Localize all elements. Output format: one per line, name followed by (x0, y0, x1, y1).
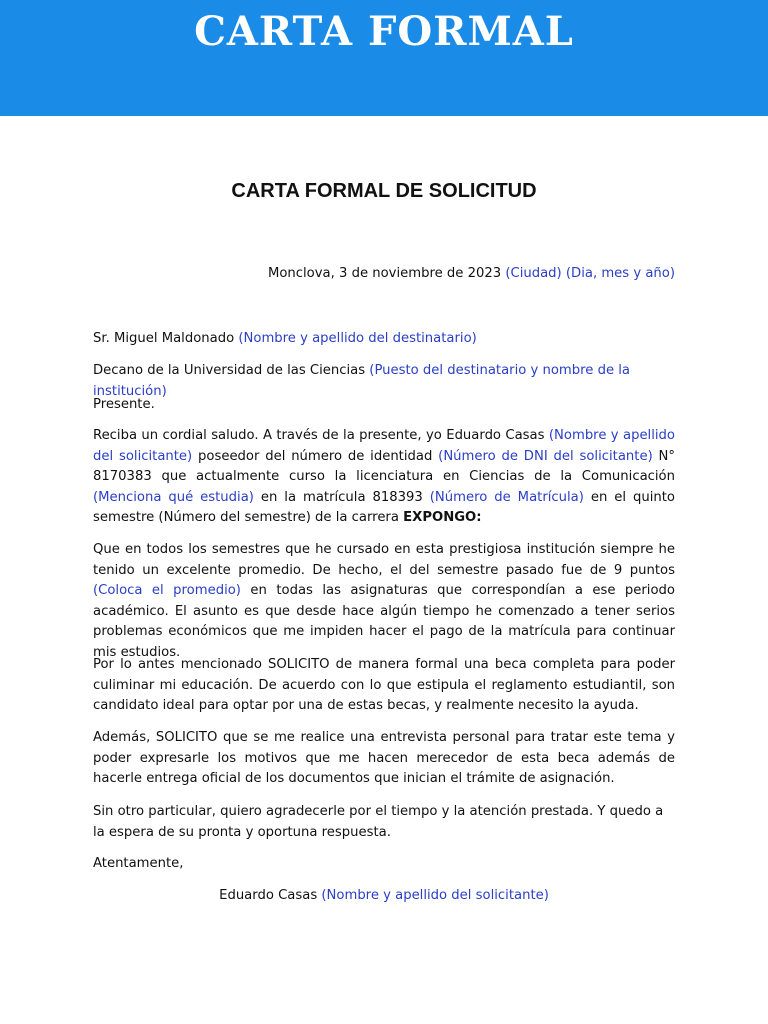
recipient-name-line (93, 329, 675, 350)
paragraph-1 (93, 426, 675, 529)
paragraph-4: Además, SOLICITO que se me realice una entrevista personal para tratar este tema y poder expresarle los motivos que me hacen merecedor de esta beca además de hacerle entrega oficial de los documentos que inician el trámite de asignación. (93, 730, 675, 787)
date-text: Monclova, 3 de noviembre de 2023 (267, 266, 502, 281)
para1-hint-3: (Menciona qué estudia) (93, 489, 254, 505)
banner-title: CARTA FORMAL (194, 8, 574, 55)
para2-hint-1: (Coloca el promedio) (93, 583, 241, 599)
closing: Atentamente, (93, 856, 184, 871)
signature-line (93, 886, 675, 907)
greeting: Presente. (93, 397, 155, 412)
signature-hint: (Nombre y apellido del solicitante) (321, 888, 549, 903)
para1-text-5: en el quinto semestre (Número del semestre) de la carrera (93, 489, 675, 526)
paragraph-2 (93, 540, 675, 664)
para2-text-1: Que en todos los semestres que he cursado en esta prestigiosa institución siempre he tenido un excelente promedio. De hecho, el del semestre pasado fue de 9 puntos (93, 542, 675, 578)
paragraph-3: Por lo antes mencionado SOLICITO de manera formal una beca completa para poder culiminar mi educación. De acuerdo con lo que estipula el reglamento estudiantil, son candidato ideal para optar por una de estas becas, y realmente necesito la ayuda. (93, 657, 675, 714)
date-hint: (Ciudad) (Dia, mes y año) (505, 266, 675, 281)
para1-text-4: en la matrícula 818393 (260, 489, 423, 505)
header-banner (0, 0, 768, 116)
signature-name: Eduardo Casas (219, 888, 318, 903)
para1-hint-4: (Número de Matrícula) (429, 489, 584, 505)
recipient-name-hint: (Nombre y apellido del destinatario) (238, 331, 477, 346)
document-title: CARTA FORMAL DE SOLICITUD (231, 180, 537, 202)
para1-hint-2: (Número de DNI del solicitante) (438, 448, 653, 464)
para2-text-2: en todas las asignaturas que correspondían a ese periodo académico. El asunto es que desde hace algún tiempo he comenzado a tener serios problemas económicos que me impiden hacer el pago de la matrícula para continuar mis estudios. (93, 583, 675, 660)
para1-hint-1: (Nombre y apellido del solicitante) (93, 428, 675, 464)
date-line (93, 264, 675, 285)
recipient-name: Sr. Miguel Maldonado (93, 331, 235, 346)
para1-text-1: Reciba un cordial saludo. A través de la presente, yo Eduardo Casas (93, 428, 545, 443)
para1-text-3: N° 8170383 que actualmente curso la licenciatura en Ciencias de la Comunicación (93, 448, 676, 485)
recipient-position: Decano de la Universidad de las Ciencias (93, 363, 366, 378)
para1-text-2: poseedor del número de identidad (198, 448, 433, 464)
para1-bold: EXPONGO: (403, 510, 482, 526)
paragraph-5: Sin otro particular, quiero agradecerle por el tiempo y la atención prestada. Y quedo a la espera de su pronta y oportuna respuesta. (93, 804, 664, 840)
recipient-position-hint: (Puesto del destinatario y nombre de la institución) (93, 363, 631, 399)
